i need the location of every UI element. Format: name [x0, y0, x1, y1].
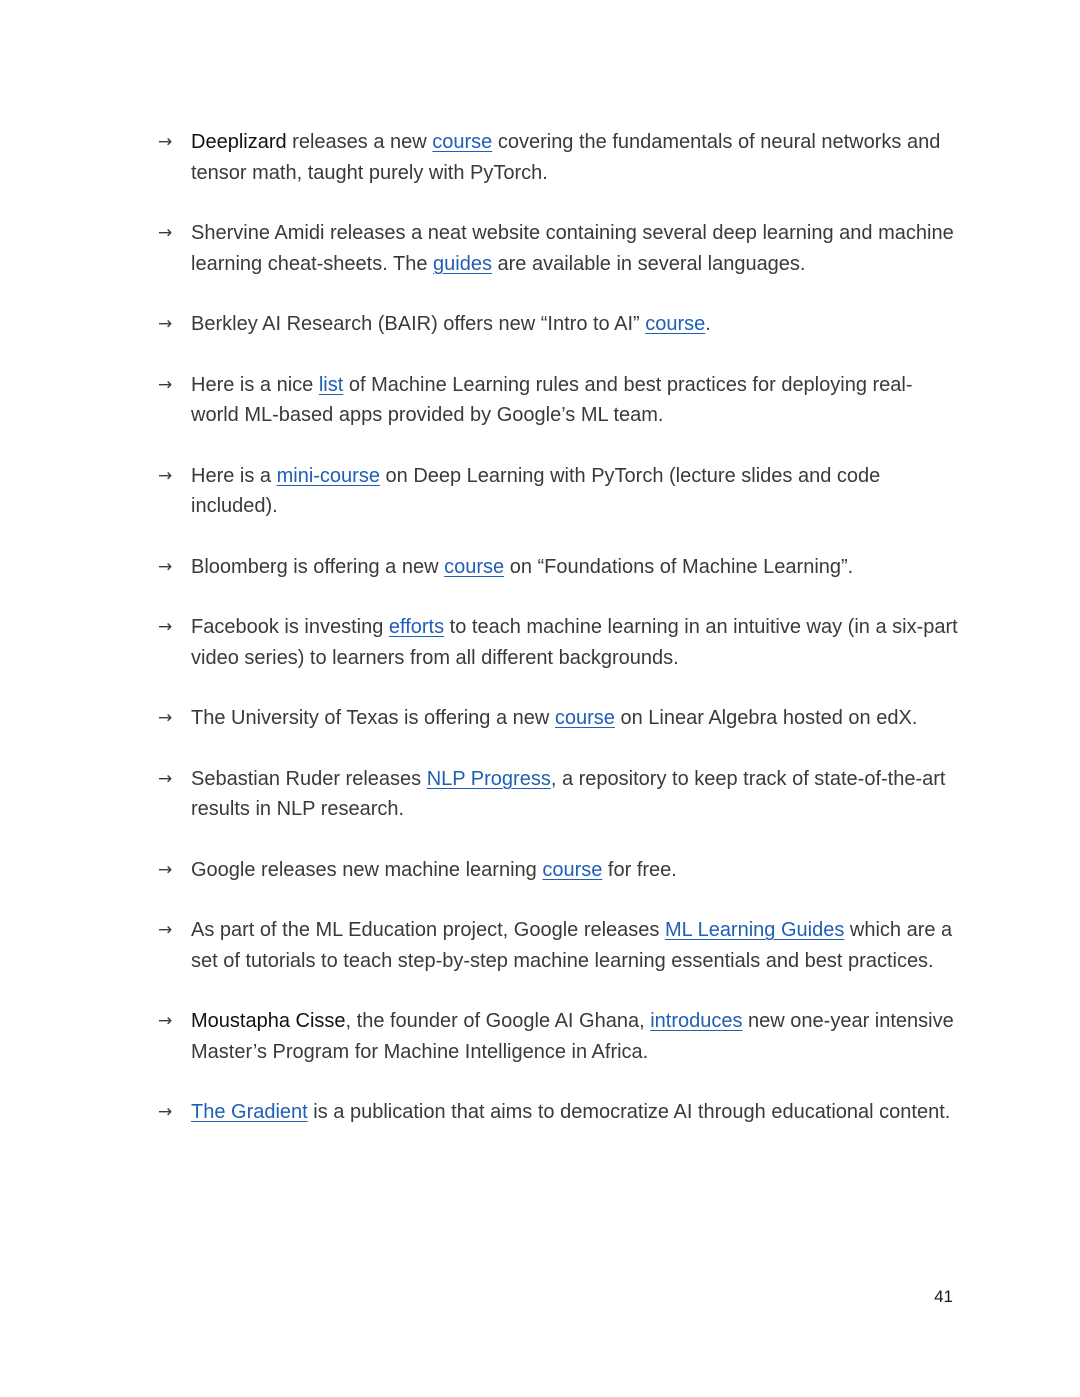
item-link[interactable]: course	[444, 555, 505, 578]
item-link[interactable]: course	[432, 131, 493, 153]
arrow-right-icon: →	[158, 223, 173, 243]
item-link[interactable]: course	[645, 313, 706, 335]
item-text: releases a new	[286, 131, 433, 153]
item-text: The University of Texas is offering a new	[191, 707, 555, 729]
arrow-right-icon: →	[158, 708, 173, 728]
item-text: for free.	[602, 858, 677, 881]
arrow-right-icon: →	[158, 556, 173, 577]
item-text: of Machine Learning rules and best practices for deploying real-world ML-based apps provided by Google’s ML team.	[191, 373, 913, 426]
page-number: 41	[934, 1287, 953, 1306]
news-item	[158, 127, 958, 188]
item-text: .	[705, 313, 711, 335]
news-item	[158, 612, 958, 673]
item-text: As part of the ML Education project, Google releases	[191, 919, 665, 941]
item-link[interactable]: guides	[433, 252, 492, 275]
arrow-right-icon: →	[158, 617, 173, 637]
item-text: on “Foundations of Machine Learning”.	[504, 555, 854, 578]
item-text: are available in several languages.	[491, 252, 806, 275]
news-item	[158, 370, 958, 431]
item-link[interactable]: mini-course	[276, 464, 380, 487]
item-text: Berkley AI Research (BAIR) offers new “Intro to AI”	[191, 313, 646, 335]
arrow-right-icon: →	[158, 465, 173, 486]
news-item	[158, 1006, 958, 1067]
arrow-right-icon: →	[158, 768, 173, 789]
item-link[interactable]: efforts	[388, 616, 445, 638]
arrow-right-icon: →	[158, 314, 173, 334]
item-text: , a repository to keep track of state-of-the-art results in NLP research.	[191, 767, 946, 820]
news-item-list	[158, 127, 958, 1128]
item-link[interactable]: ML Learning Guides	[664, 919, 845, 941]
arrow-right-icon: →	[158, 132, 173, 152]
arrow-right-icon: →	[158, 1011, 173, 1031]
item-link[interactable]: NLP Progress	[426, 767, 551, 790]
item-text: Here is a nice	[191, 373, 319, 396]
arrow-right-icon: →	[158, 1102, 173, 1122]
item-text: Moustapha Cisse	[191, 1010, 346, 1032]
item-text: on Linear Algebra hosted on edX.	[614, 707, 918, 729]
news-item	[158, 1097, 958, 1128]
item-link[interactable]: course	[554, 707, 615, 729]
item-text: on Deep Learning with PyTorch (lecture slides and code included).	[191, 464, 881, 517]
item-text: Facebook is investing	[191, 616, 389, 638]
news-item	[158, 703, 958, 734]
news-item	[158, 915, 958, 976]
arrow-right-icon: →	[158, 374, 173, 395]
item-text: to teach machine learning in an intuitive way (in a six-part video series) to learners from all different backgrounds.	[191, 616, 958, 669]
item-text: Sebastian Ruder releases	[191, 767, 427, 790]
item-text: Deeplizard	[191, 131, 287, 153]
item-text: Bloomberg is offering a new	[191, 555, 445, 578]
item-link[interactable]: introduces	[650, 1010, 743, 1032]
item-text: is a publication that aims to democratize AI through educational content.	[307, 1101, 951, 1123]
news-item	[158, 855, 958, 886]
item-text: Google releases new machine learning	[191, 858, 543, 881]
arrow-right-icon: →	[158, 920, 173, 940]
item-link[interactable]: course	[542, 858, 603, 881]
item-text: covering the fundamentals of neural networks and tensor math, taught purely with PyTorch.	[191, 131, 941, 184]
item-link[interactable]: list	[318, 373, 344, 396]
news-item	[158, 218, 958, 279]
news-item	[158, 461, 958, 522]
news-item	[158, 764, 958, 825]
item-text: which are a set of tutorials to teach step-by-step machine learning essentials and best practices.	[191, 919, 953, 972]
item-text: , the founder of Google AI Ghana,	[345, 1010, 651, 1032]
item-text: Here is a	[191, 464, 277, 487]
news-item	[158, 552, 958, 583]
item-text: new one-year intensive Master’s Program for Machine Intelligence in Africa.	[191, 1010, 954, 1063]
item-text: Shervine Amidi releases a neat website containing several deep learning and machine learning cheat-sheets. The	[191, 222, 954, 275]
item-link[interactable]: The Gradient	[191, 1101, 308, 1123]
arrow-right-icon: →	[158, 859, 173, 880]
news-item	[158, 309, 958, 340]
